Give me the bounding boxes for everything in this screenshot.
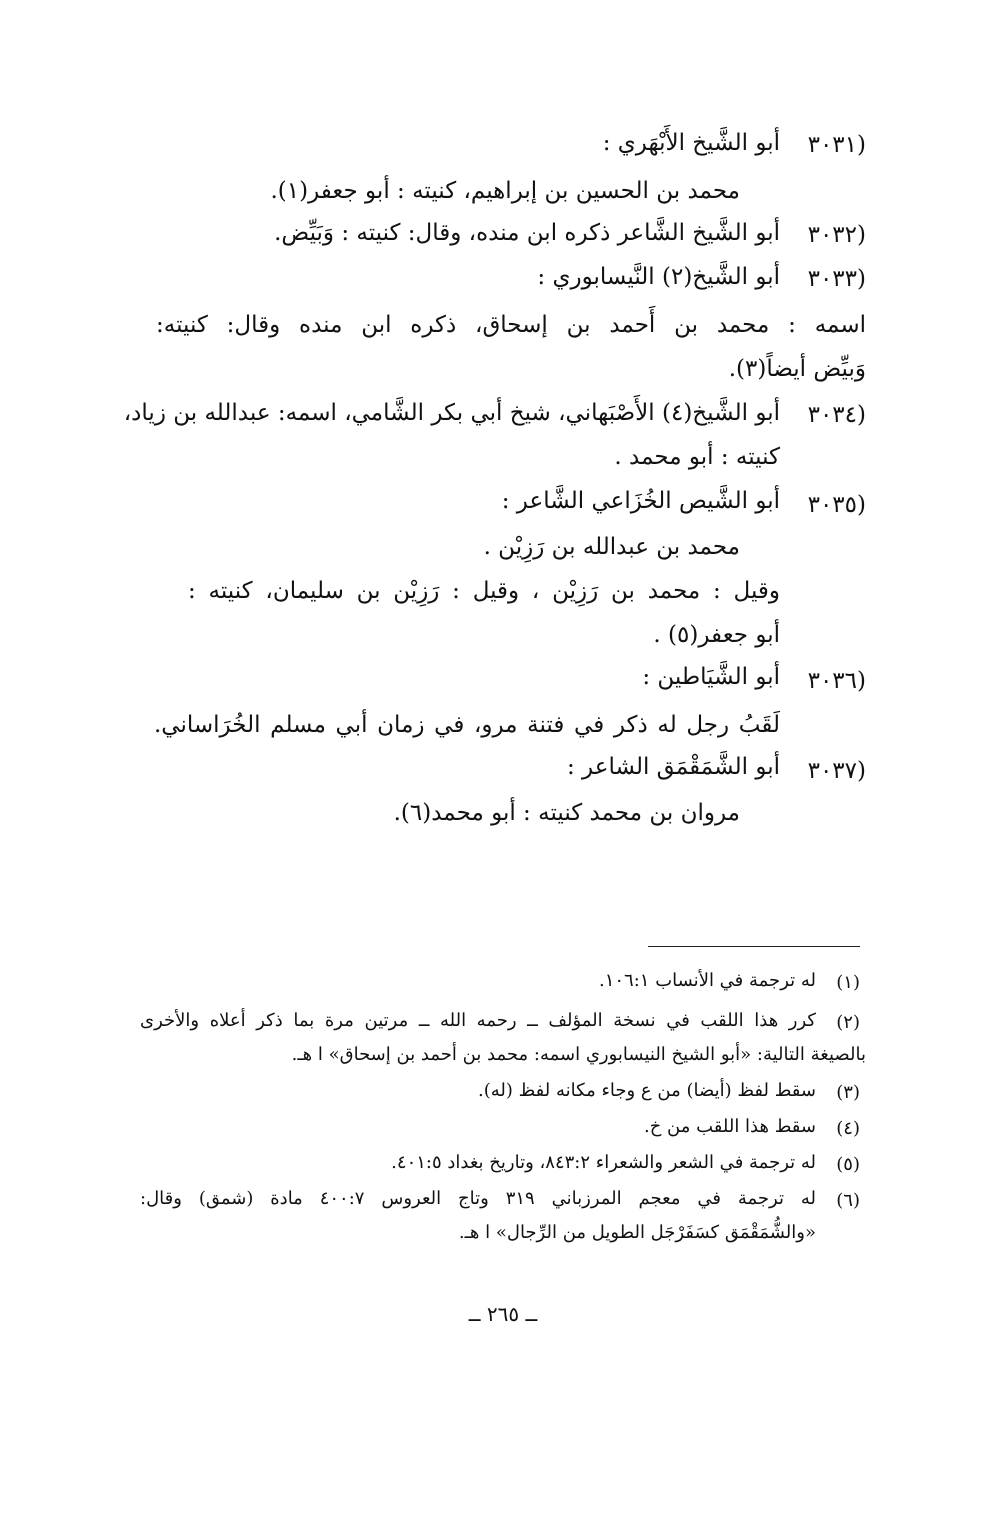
entry-heading: أبو الشَّيخ(٢) النَّيسابوري : [537, 264, 780, 290]
entry-body-line: أبو جعفر(٥) . [653, 622, 780, 648]
footnote-text: له ترجمة في الشعر والشعراء ٨٤٣:٢، وتاريخ بغداد ٤٠١:٥. [391, 1152, 816, 1173]
entry-heading: أبو الشَّمَقْمَق الشاعر : [566, 754, 780, 780]
footnote-number: (٣) [836, 1082, 860, 1103]
entry-body-line: اسمه : محمد بن أَحمد بن إسحاق، ذكره ابن منده وقال: كنيته: [156, 312, 866, 338]
entry-heading: أبو الشَّيخ(٤) الأَصْبَهاني، شيخ أبي بكر الشَّامي، اسمه: عبدالله بن زياد، [123, 400, 780, 426]
footnote-text: «والشُّمَقْمَق كسَفَرْجَل الطويل من الرِّجال» ا هـ. [458, 1222, 816, 1243]
entry-body-line: محمد بن الحسين بن إبراهيم، كنيته : أبو جعفر(١). [270, 178, 740, 204]
entry-number: (٣٠٣٢ [807, 222, 866, 248]
footnote-text: له ترجمة في الأنساب ١٠٦:١. [598, 970, 816, 991]
footnote-text: كرر هذا اللقب في نسخة المؤلف ــ رحمه الله ــ مرتين مرة بما ذكر أعلاه والأخرى [140, 1010, 816, 1031]
footnote-text: له ترجمة في معجم المرزباني ٣١٩ وتاج العروس ٤٠٠:٧ مادة (شمق) وقال: [140, 1188, 816, 1209]
entry-heading: أبو الشَّيص الخُزَاعي الشَّاعر : [501, 488, 780, 514]
entry-number: (٣٠٣٣ [807, 266, 866, 292]
entry-number: (٣٠٣٦ [807, 668, 866, 694]
footnote-number: (٥) [836, 1154, 860, 1175]
footnote-text: بالصيغة التالية: «أبو الشيخ النيسابوري اسمه: محمد بن أحمد بن إسحاق» ا هـ. [291, 1044, 866, 1065]
entry-body-line: كنيته : أبو محمد . [614, 444, 780, 470]
footnote-text: سقط هذا اللقب من خ. [643, 1116, 816, 1137]
entry-body-line: لَقَبُ رجل له ذكر في فتنة مرو، في زمان أبي مسلم الخُرَاساني. [154, 712, 780, 738]
footnote-separator [648, 946, 860, 947]
footnote-text: سقط لفظ (أيضا) من ع وجاء مكانه لفظ (له). [477, 1080, 816, 1101]
entry-number: (٣٠٣٥ [807, 492, 866, 518]
entry-body-line: وَبيِّض أيضاً(٣). [728, 356, 866, 382]
entry-body-line: محمد بن عبدالله بن رَزِيْن . [483, 534, 740, 560]
entry-number: (٣٠٣١ [807, 132, 866, 158]
page-number: ــ ٢٦٥ ــ [468, 1302, 538, 1326]
entry-heading: أبو الشَّيَاطين : [642, 664, 780, 690]
footnote-number: (١) [836, 972, 860, 993]
entry-number: (٣٠٣٧ [807, 758, 866, 784]
footnote-number: (٦) [836, 1190, 860, 1211]
entry-number: (٣٠٣٤ [807, 402, 866, 428]
entry-heading: أبو الشَّيخ الشَّاعر ذكره ابن منده، وقال: كنيته : وَبَيِّض. [274, 220, 780, 246]
entry-heading: أبو الشَّيخ الأَبْهَري : [602, 130, 780, 156]
entry-body-line: مروان بن محمد كنيته : أبو محمد(٦). [393, 800, 740, 826]
footnote-number: (٤) [836, 1118, 860, 1139]
entry-body-line: وقيل : محمد بن رَزِيْن ، وقيل : رَزِيْن بن سليمان، كنيته : [188, 578, 780, 604]
footnote-number: (٢) [836, 1012, 860, 1033]
